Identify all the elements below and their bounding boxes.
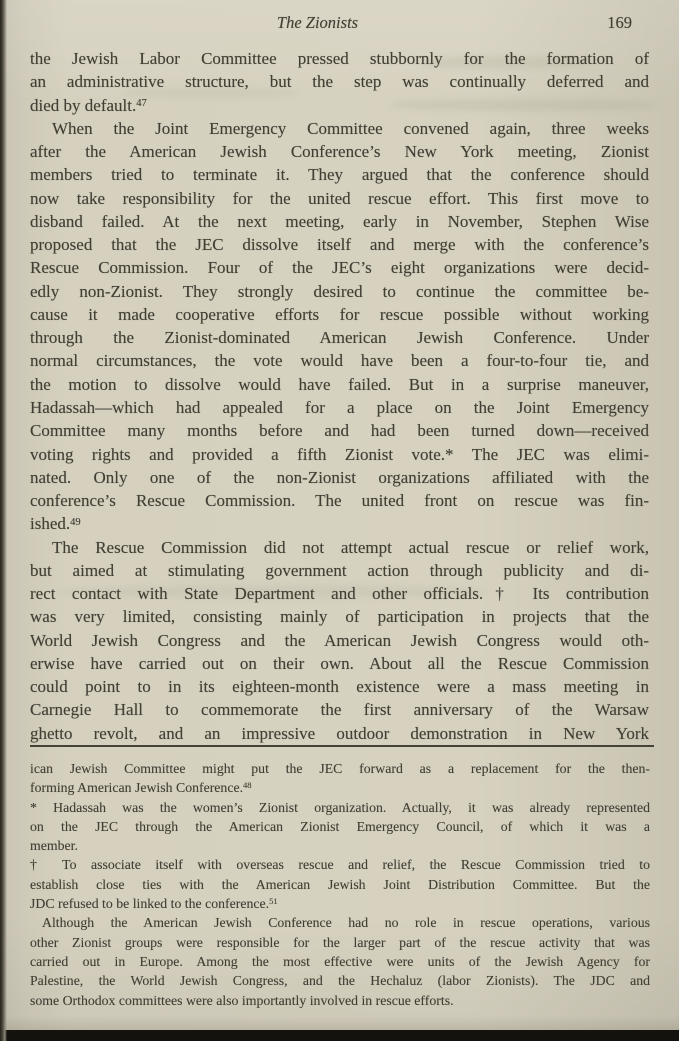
text-line: conference’s Rescue Commission. The united front on rescue was fin-	[30, 491, 649, 511]
text-line: was very limited, consisting mainly of participation in projects that the	[30, 607, 649, 627]
text-line: * Hadassah was the women’s Zionist organization. Actually, it was already represented	[30, 799, 650, 815]
text-line: rect contact with State Department and other officials.† Its contribution	[30, 584, 649, 604]
text-line: ican Jewish Committee might put the JEC forward as a replacement for the then-	[30, 761, 650, 776]
running-title: The Zionists	[276, 13, 359, 32]
page-number: 169	[607, 13, 632, 32]
text-line: † To associate itself with overseas rescue and relief, the Rescue Commission tried to	[30, 857, 650, 873]
text-line: Although the American Jewish Conference had no role in rescue operations, various	[42, 915, 650, 931]
text-line: members tried to terminate it. They argued that the conference should	[30, 165, 649, 185]
text-line: but aimed at stimulating government action through publicity and di-	[30, 560, 649, 580]
text-line: Rescue Commission. Four of the JEC’s eight organizations were decid-	[30, 258, 649, 278]
text-line: after the American Jewish Conference’s New York meeting, Zionist	[30, 142, 649, 162]
body-text	[30, 47, 649, 745]
text-line: forming American Jewish Conference.$^{48}$	[30, 780, 252, 796]
text-line: cause it made cooperative efforts for rescue possible without working	[30, 304, 649, 324]
scan-bottom-shadow	[0, 1016, 679, 1030]
text-line: ghetto revolt, and an impressive outdoor demonstration in New York	[30, 723, 649, 743]
page-header	[30, 13, 649, 37]
text-line: died by default.$^{47}$	[30, 95, 147, 115]
text-line: the motion to dissolve would have failed. But in a surprise maneuver,	[30, 374, 649, 394]
text-line: the Jewish Labor Committee pressed stubbornly for the formation of	[30, 49, 649, 68]
scan-left-edge	[0, 0, 7, 1041]
text-line: When the Joint Emergency Committee convened again, three weeks	[52, 118, 649, 138]
text-line: proposed that the JEC dissolve itself and merge with the conference’s	[30, 235, 649, 255]
text-line: carried out in Europe. Among the most effective were units of the Jewish Agency for	[30, 953, 650, 969]
text-line: JDC refused to be linked to the conference.$^{51}$	[30, 896, 278, 912]
footnote-rule	[30, 745, 654, 747]
text-line: member.	[30, 838, 78, 854]
text-line: Committee many months before and had been turned down—received	[30, 421, 649, 441]
text-line: nated. Only one of the non-Zionist organizations affiliated with the	[30, 467, 649, 487]
text-line: World Jewish Congress and the American Jewish Congress would oth-	[30, 630, 649, 650]
text-line: some Orthodox committees were also importantly involved in rescue efforts.	[30, 992, 454, 1008]
text-line: erwise have carried out on their own. About all the Rescue Commission	[30, 653, 649, 673]
text-line: disband failed. At the next meeting, early in November, Stephen Wise	[30, 211, 649, 231]
text-line: Palestine, the World Jewish Congress, and the Hechaluz (labor Zionists). The JDC and	[30, 973, 650, 989]
text-line: voting rights and provided a fifth Zionist vote.* The JEC was elimi-	[30, 444, 649, 464]
scan-bottom-bar	[0, 1030, 679, 1041]
text-line: other Zionist groups were responsible for the larger part of the rescue activity that was	[30, 934, 650, 950]
text-line: Carnegie Hall to commemorate the first anniversary of the Warsaw	[30, 700, 649, 720]
text-line: establish close ties with the American Jewish Joint Distribution Committee. But the	[30, 876, 650, 892]
text-line: The Rescue Commission did not attempt actual rescue or relief work,	[52, 537, 649, 557]
text-line: through the Zionist-dominated American Jewish Conference. Under	[30, 328, 649, 348]
text-line: now take responsibility for the united rescue effort. This first move to	[30, 188, 649, 208]
text-line: could point to in its eighteen-month existence were a mass meeting in	[30, 677, 649, 697]
text-line: normal circumstances, the vote would have been a four-to-four tie, and	[30, 351, 649, 371]
text-line: on the JEC through the American Zionist Emergency Council, of which it was a	[30, 818, 650, 834]
text-line: edly non-Zionist. They strongly desired to continue the committee be-	[30, 281, 649, 301]
footnotes-block	[30, 759, 650, 1010]
text-line: Hadassah—which had appealed for a place on the Joint Emergency	[30, 397, 649, 417]
text-line: ished.$^{49}$	[30, 514, 81, 534]
text-line: an administrative structure, but the step was continually deferred and	[30, 72, 649, 92]
